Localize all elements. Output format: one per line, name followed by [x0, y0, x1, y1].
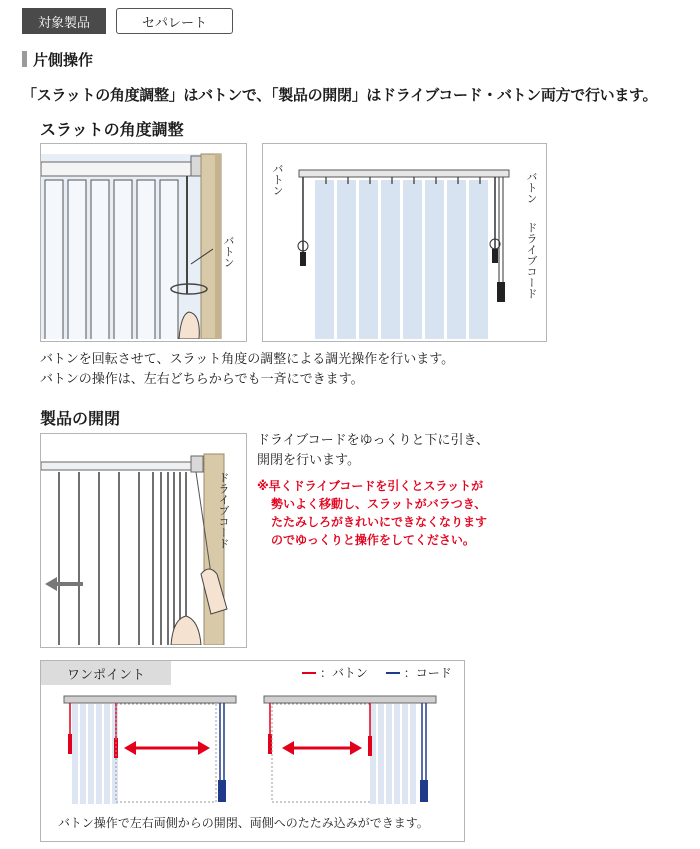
baton-legend-icon [302, 672, 316, 674]
onepoint-tab: ワンポイント [41, 661, 171, 685]
section-title-text: 片側操作 [33, 50, 94, 69]
product-type-tag: セパレート [116, 8, 233, 34]
openclose-desc-line1: ドライブコードをゆっくりと下に引き、 [257, 433, 489, 448]
onepoint-caption: バトン操作で左右両側からの開閉、両側へのたたみ込みができます。 [58, 816, 429, 830]
onepoint-right-diagram [262, 694, 438, 806]
legend-baton-label: ：バトン [320, 666, 368, 680]
openclose-warning-line1: ※早くドライブコードを引くとスラットが [257, 479, 484, 493]
openclose-drawing [41, 434, 244, 645]
lead-text: 「スラットの角度調整」はバトンで、「製品の開閉」はドライブコード・バトン両方で行います。 [22, 86, 658, 104]
openclose-heading: 製品の開閉 [40, 409, 121, 428]
openclose-desc-line2: 開閉を行います。 [257, 453, 360, 468]
angle-baton-label: バトン [222, 235, 235, 268]
legend-cord-label: ：コード [403, 666, 452, 680]
onepoint-left-diagram [62, 694, 238, 806]
openclose-drive-cord-label: ドライブコード [217, 472, 230, 549]
openclose-warning-line3: たたみしろがきれいにできなくなります [271, 515, 488, 529]
angle-product-drawing [263, 144, 544, 339]
angle-baton-right-label: バトン [525, 171, 538, 204]
section-bar-icon [22, 51, 27, 67]
onepoint-legend [302, 664, 452, 681]
section-title [22, 49, 93, 69]
angle-baton-left-label: バトン [271, 163, 284, 196]
openclose-warning-line4: のでゆっくりと操作をしてください。 [271, 533, 475, 547]
angle-drive-cord-label: ドライブコード [525, 222, 538, 299]
angle-heading: スラットの角度調整 [40, 120, 184, 139]
angle-desc-line2: バトンの操作は、左右どちらからでも一斉にできます。 [40, 372, 364, 387]
cord-legend-icon [386, 672, 400, 674]
target-product-tag: 対象製品 [22, 8, 106, 34]
angle-closeup-drawing [41, 144, 244, 339]
angle-desc-line1: バトンを回転させて、スラット角度の調整による調光操作を行います。 [40, 352, 455, 367]
openclose-warning-line2: 勢いよく移動し、スラットがバラつき、 [271, 497, 487, 511]
